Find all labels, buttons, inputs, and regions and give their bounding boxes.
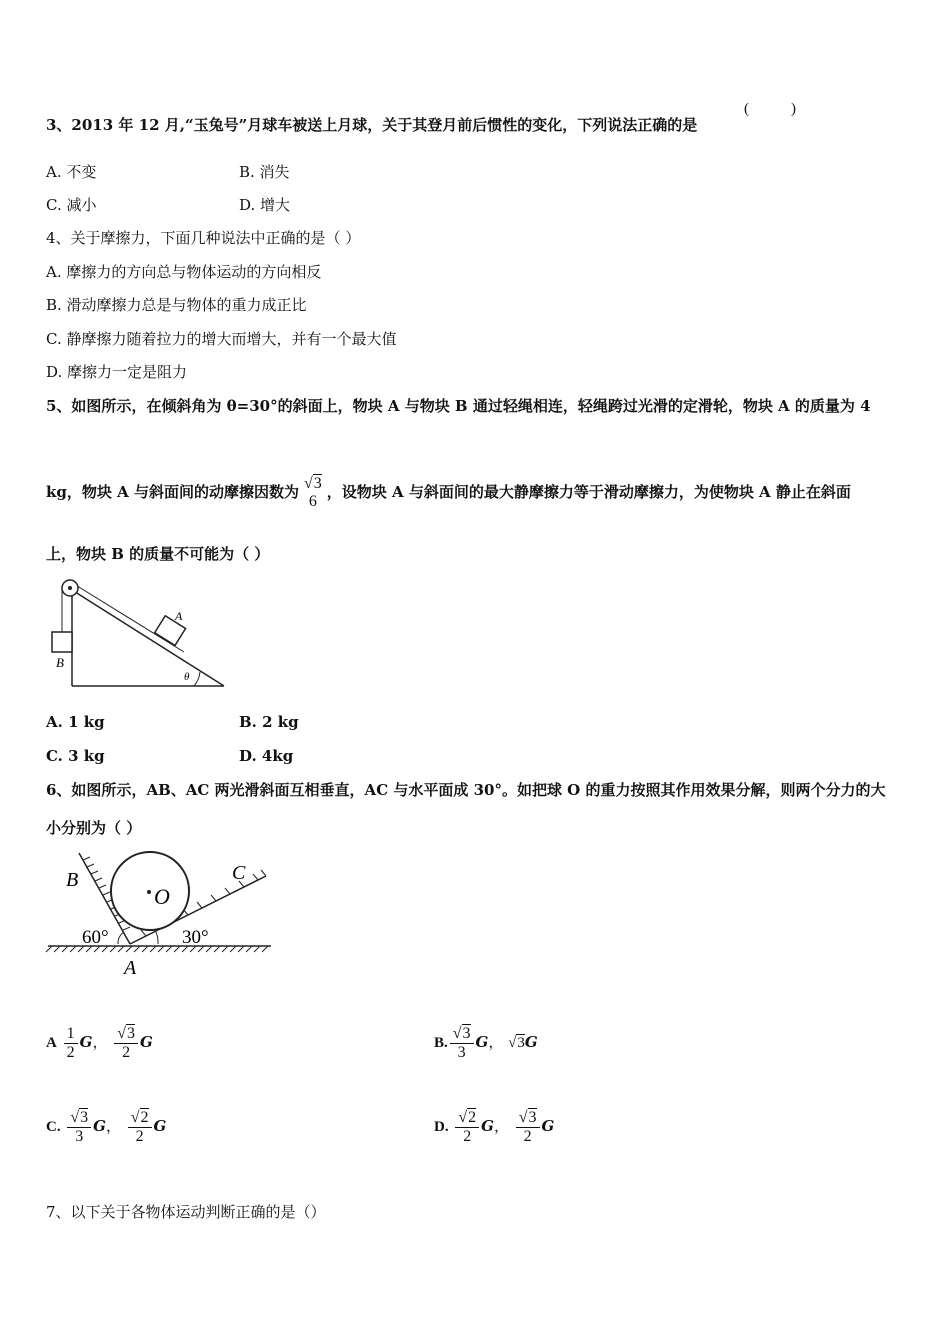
q6-stem-line2: 小分别为（ ） [46, 819, 142, 837]
angle-30: 30° [182, 927, 209, 948]
ball-between-inclines-diagram [46, 848, 286, 978]
q5-option-a[interactable]: A. 1 kg [46, 713, 105, 731]
q4-option-a[interactable]: A. 摩擦力的方向总与物体运动的方向相反 [46, 263, 322, 281]
a2-den: 2 [122, 1043, 131, 1061]
q3-stem: 3、2013 年 12 月,“玉兔号”月球车被送上月球，关于其登月前后惯性的变化，下列说法正确的是 [46, 116, 698, 134]
q3-paren-right: ) [791, 101, 796, 117]
b1-num: 3 [462, 1024, 471, 1042]
b2-rad: 3 [517, 1035, 525, 1051]
sep: ， [493, 1117, 509, 1135]
d1-num: 2 [468, 1108, 477, 1126]
g-symbol: G [93, 1117, 106, 1135]
label-b: B [56, 655, 64, 670]
q3-option-a[interactable]: A. 不变 [46, 163, 97, 181]
g-symbol: G [140, 1033, 153, 1051]
mu-den: 6 [308, 493, 317, 510]
sqrt-icon: √ [117, 1024, 127, 1042]
c2-num: 2 [140, 1108, 149, 1126]
label-theta: θ [184, 671, 190, 683]
mu-num: 3 [313, 475, 322, 492]
label-a: A [124, 957, 137, 979]
q5-option-c[interactable]: C. 3 kg [46, 747, 105, 765]
q5-option-b[interactable]: B. 2 kg [239, 713, 299, 731]
g-symbol: G [475, 1033, 489, 1051]
sqrt-icon: √ [508, 1035, 517, 1051]
angle-60: 60° [82, 927, 109, 948]
q6-option-d[interactable] [434, 1098, 554, 1155]
d2-num: 3 [528, 1108, 537, 1126]
sqrt-icon: √ [130, 1108, 140, 1126]
c1-den: 3 [75, 1127, 84, 1145]
q6-option-b-label: B. [434, 1035, 448, 1051]
d2-den: 2 [523, 1127, 532, 1145]
q6-option-d-label: D. [434, 1119, 449, 1135]
d1-den: 2 [463, 1127, 472, 1145]
g-symbol: G [79, 1033, 93, 1051]
g-symbol: G [481, 1117, 494, 1135]
q6-option-c-label: C. [46, 1119, 61, 1135]
sqrt-icon: √ [518, 1108, 528, 1126]
q4-option-c[interactable]: C. 静摩擦力随着拉力的增大而增大，并有一个最大值 [46, 330, 397, 348]
sqrt-icon: √ [70, 1108, 80, 1126]
q3-option-b[interactable]: B. 消失 [239, 163, 290, 181]
a2-num: 3 [127, 1024, 136, 1042]
q4-option-d[interactable]: D. 摩擦力一定是阻力 [46, 363, 188, 381]
q6-option-a-label: A [46, 1035, 57, 1051]
b1-den: 3 [457, 1043, 466, 1061]
label-b: B [66, 869, 79, 891]
q3-option-c[interactable]: C. 减小 [46, 196, 97, 214]
sqrt-icon: √ [458, 1108, 468, 1126]
q5-option-d[interactable]: D. 4kg [239, 747, 294, 765]
sep: ， [488, 1033, 504, 1051]
sqrt-icon: √ [303, 475, 313, 492]
g-symbol: G [541, 1117, 555, 1135]
c2-den: 2 [135, 1127, 144, 1145]
q5-stem-line2 [46, 474, 851, 511]
g-symbol: G [524, 1033, 538, 1051]
q5-stem-line2-a: kg，物块 A 与斜面间的动摩擦因数为 [46, 483, 299, 501]
sep: ， [92, 1033, 108, 1051]
g-symbol: G [153, 1117, 167, 1135]
q5-stem-line2-b: ，设物块 A 与斜面间的最大静摩擦力等于滑动摩擦力，为使物块 A 静止在斜面 [326, 483, 851, 501]
mu-fraction [301, 475, 325, 511]
a1-den: 2 [66, 1043, 75, 1061]
label-o: O [154, 884, 170, 909]
q7-stem: 7、以下关于各物体运动判断正确的是（） [46, 1203, 326, 1221]
q5-stem-line3: 上，物块 B 的质量不可能为（ ） [46, 545, 270, 563]
q3-paren-left: ( [744, 101, 749, 117]
q6-option-c[interactable] [46, 1098, 166, 1155]
q6-option-b[interactable] [434, 1014, 538, 1071]
q6-option-a[interactable] [46, 1014, 153, 1071]
label-a: A [175, 609, 183, 623]
q4-option-b[interactable]: B. 滑动摩擦力总是与物体的重力成正比 [46, 296, 307, 314]
q3-option-d[interactable]: D. 增大 [239, 196, 291, 214]
incline-pulley-diagram [44, 572, 234, 692]
q4-stem: 4、关于摩擦力，下面几种说法中正确的是（ ） [46, 229, 361, 247]
label-c: C [232, 862, 246, 884]
q5-stem-line1: 5、如图所示，在倾斜角为 θ=30°的斜面上，物块 A 与物块 B 通过轻绳相连，轻绳跨过光滑的定滑轮，物块 A 的质量为 4 [46, 397, 871, 415]
a1-num: 1 [64, 1025, 78, 1044]
sep: ， [105, 1117, 121, 1135]
c1-num: 3 [80, 1108, 89, 1126]
sqrt-icon: √ [452, 1024, 462, 1042]
q6-stem-line1: 6、如图所示，AB、AC 两光滑斜面互相垂直，AC 与水平面成 30°。如把球 O 的重力按照其作用效果分解，则两个分力的大 [46, 781, 886, 799]
